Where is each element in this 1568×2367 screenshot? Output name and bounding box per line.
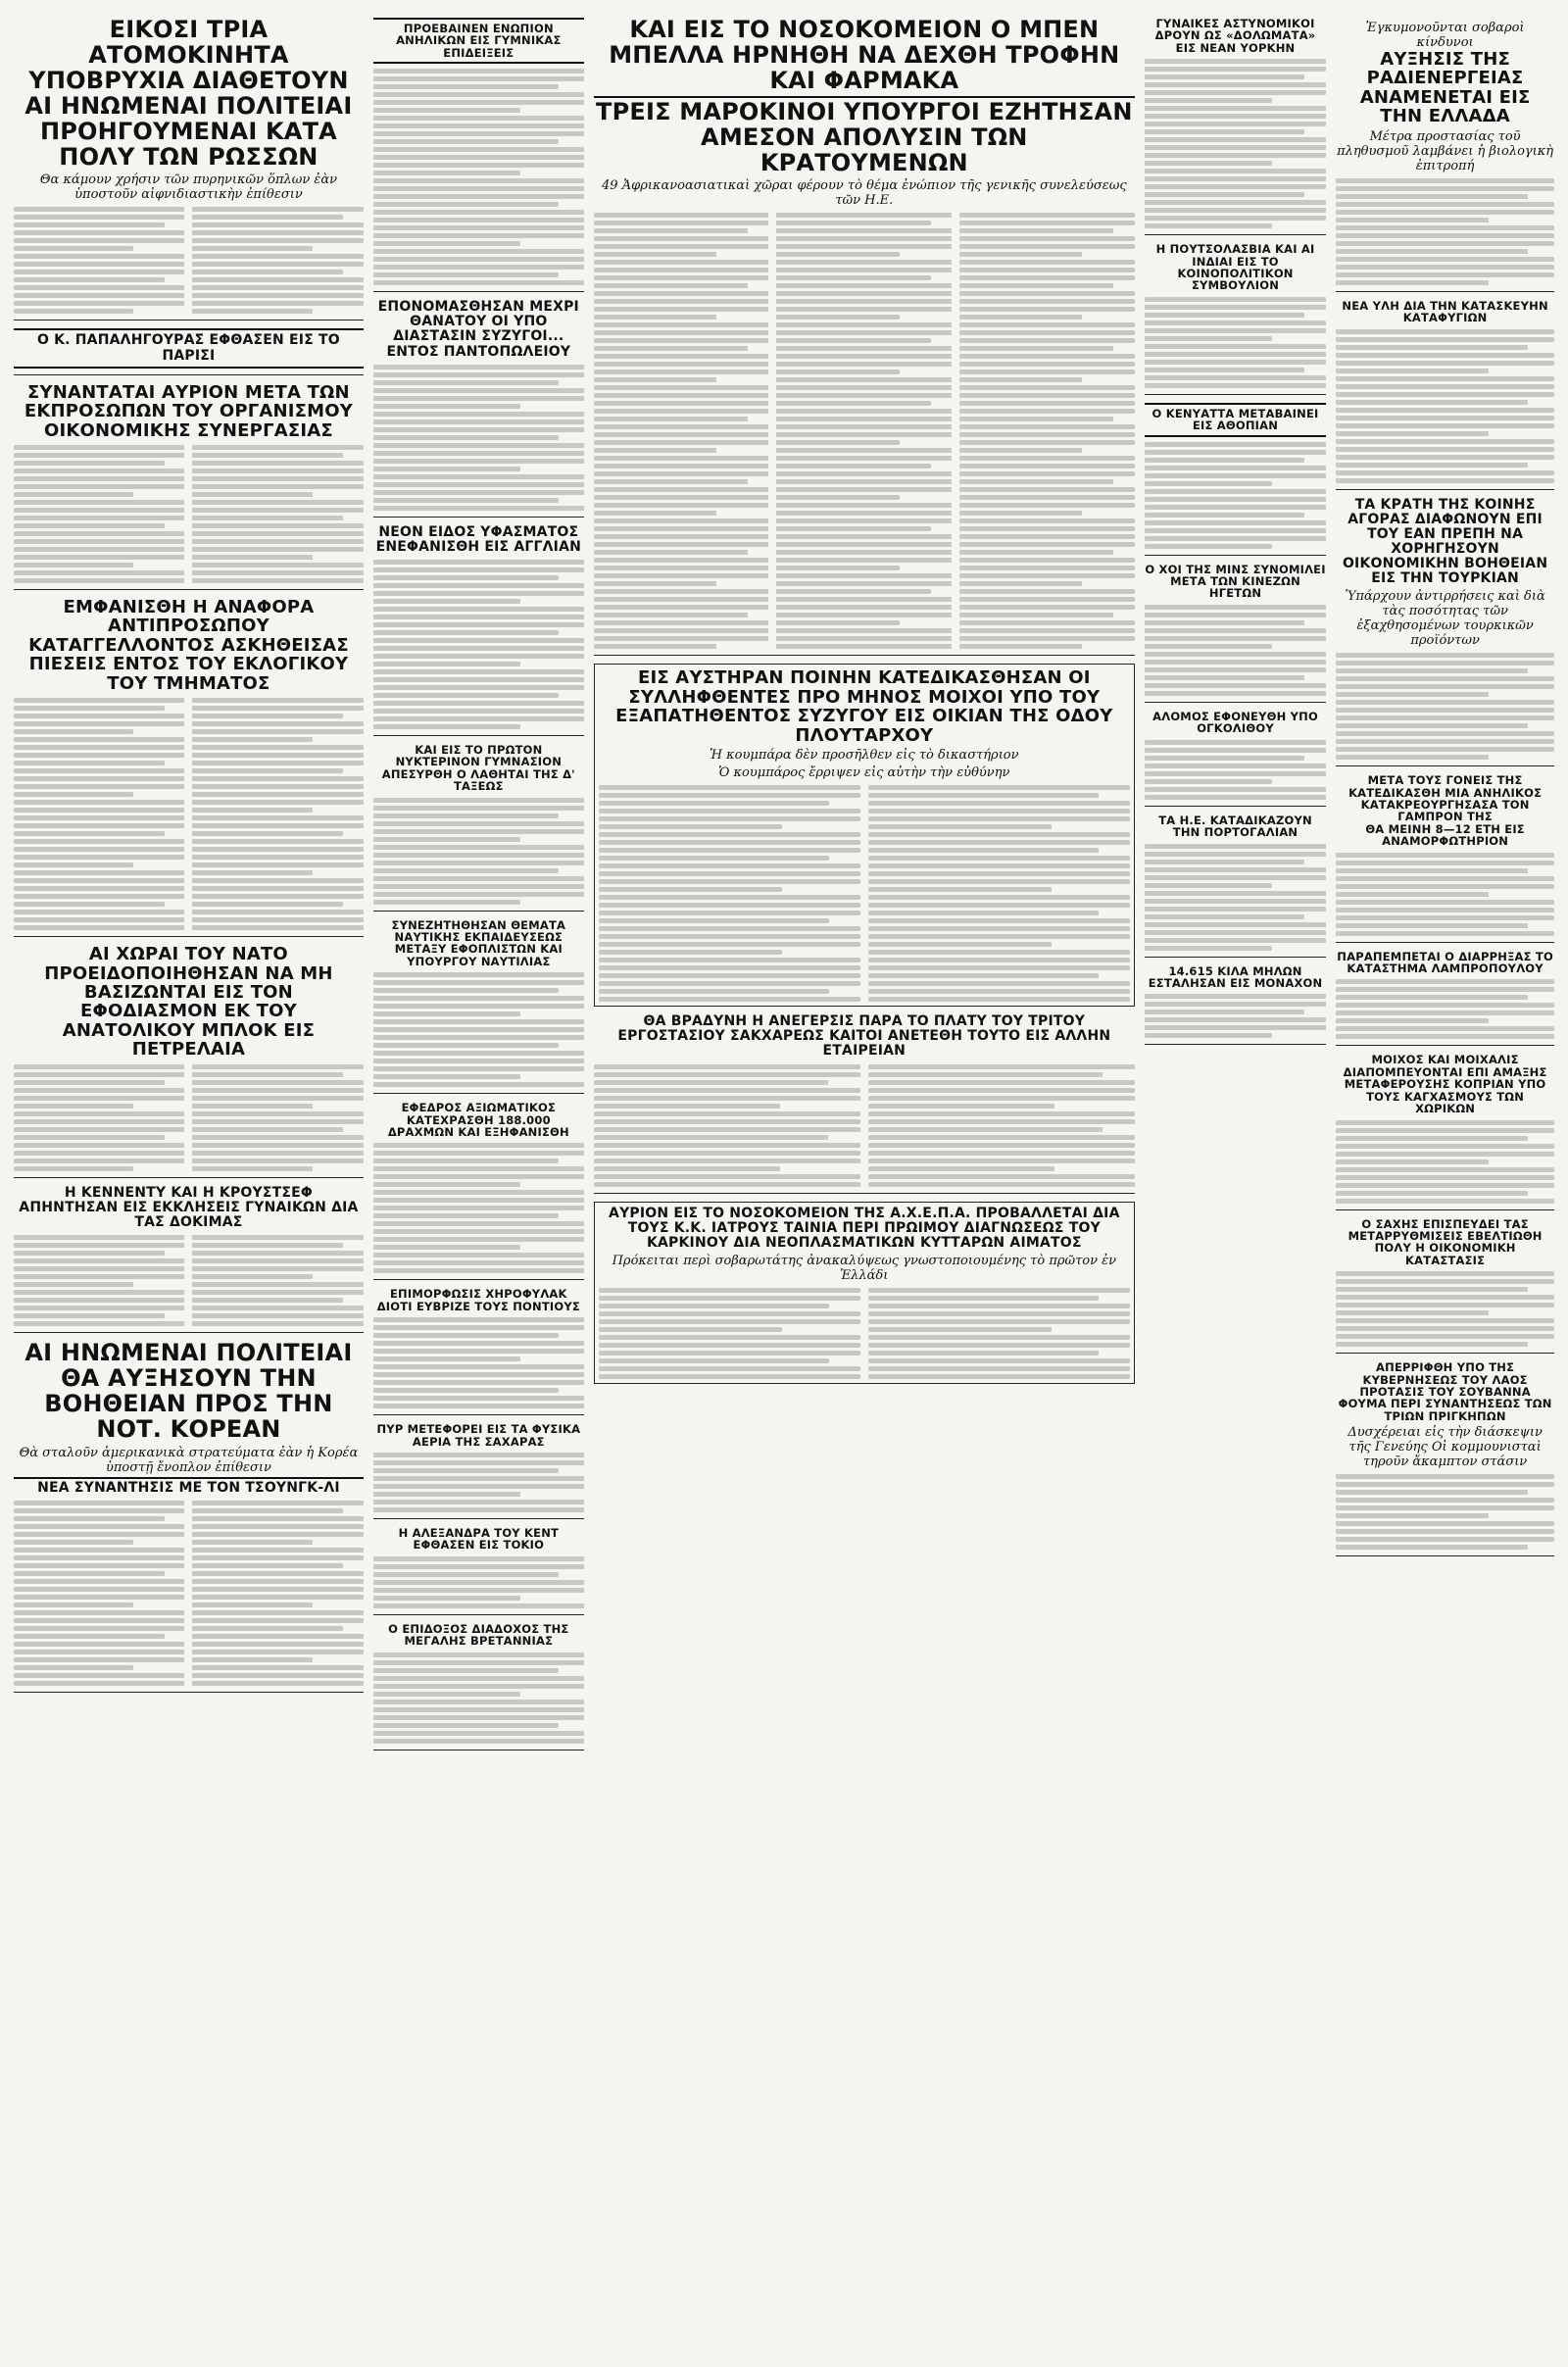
subheadline: Θὰ σταλοῦν ἀμερικανικὰ στρατεύματα ἐὰν ἡ Κορέα ὑποστῇ ἔνοπλον ἐπίθεσιν: [19, 1445, 359, 1475]
headline: ΤΡΕΙΣ ΜΑΡΟΚΙΝΟΙ ΥΠΟΥΡΓΟΙ ΕΖΗΤΗΣΑΝ ΑΜΕΣΟΝ ΑΠΟΛΥΣΙΝ ΤΩΝ ΚΡΑΤΟΥΜΕΝΩΝ: [596, 97, 1133, 176]
article-un-portugal: [1145, 814, 1326, 958]
headline: ΕΠΙΜΟΡΦΩΣΙΣ ΧΗΡΟΦΥΛΑΚ ΔΙΟΤΙ ΕΥΒΡΙΖΕ ΤΟΥΣ ΠΟΝΤΙΟΥΣ: [376, 1287, 580, 1313]
headline: ΠΑΡΑΠΕΜΠΕΤΑΙ Ο ΔΙΑΡΡΗΞΑΣ ΤΟ ΚΑΤΑΣΤΗΜΑ ΛΑΜΠΡΟΠΟΥΛΟΥ: [1337, 949, 1553, 976]
headline: Ο ΣΑΧΗΣ ΕΠΙΣΠΕΥΔΕΙ ΤΑΣ ΜΕΤΑΡΡΥΘΜΙΣΕΙΣ ΕΒΕΛΤΙΩΘΗ ΠΟΛΥ Η ΟΙΚΟΝΟΜΙΚΗ ΚΑΤΑΣΤΑΣΙΣ: [1348, 1216, 1543, 1267]
headline: ΚΑΙ ΕΙΣ ΤΟ ΝΟΣΟΚΟΜΕΙΟΝ Ο ΜΠΕΝ ΜΠΕΛΛΑ ΗΡΝΗΘΗ ΝΑ ΔΕΧΘΗ ΤΡΟΦΗΝ ΚΑΙ ΦΑΡΜΑΚΑ: [609, 18, 1120, 94]
column-4: [1145, 18, 1326, 2349]
article-new-fabric: [373, 525, 584, 736]
article-adultery-trial: [594, 664, 1135, 1007]
article-indecent-exposure: [373, 18, 584, 292]
column-2: [373, 18, 584, 2349]
article-radiation: [1336, 18, 1554, 292]
article-apples: [1145, 965, 1326, 1046]
article-sahara-gas: [373, 1423, 584, 1519]
article-kennedy-khrushchev: [14, 1186, 364, 1333]
article-lambropoulos: [1336, 951, 1554, 1047]
article-submarines: [14, 18, 364, 321]
kicker: Ἐγκυμονοῦνται σοβαροὶ κίνδυνοι: [1365, 21, 1525, 50]
headline: ΕΙΣ ΑΥΣΤΗΡΑΝ ΠΟΙΝΗΝ ΚΑΤΕΔΙΚΑΣΘΗΣΑΝ ΟΙ ΣΥΛΛΗΦΘΕΝΤΕΣ ΠΡΟ ΜΗΝΟΣ ΜΟΙΧΟΙ ΥΠΟ ΤΟΥ ΕΞΑΠΑΤΗΘΕΝΤΟΣ ΣΥΖΥΓΟΥ ΕΙΣ ΟΙΚΙΑΝ ΤΗΣ ΟΔΟΥ ΠΛΟΥΤΑΡΧΟΥ: [615, 667, 1113, 746]
headline: Ο ΕΠΙΔΟΞΟΣ ΔΙΑΔΟΧΟΣ ΤΗΣ ΜΕΓΑΛΗΣ ΒΡΕΤΑΝΝΙΑΣ: [388, 1621, 569, 1649]
headline: ΠΡΟΕΒΑΙΝΕΝ ΕΝΩΠΙΟΝ ΑΝΗΛΙΚΩΝ ΕΙΣ ΓΥΜΝΙΚΑΣ ΕΠΙΔΕΙΞΕΙΣ: [373, 18, 584, 64]
article-ben-bella: [594, 18, 1135, 656]
headline: ΕΜΦΑΝΙΣΘΗ Η ΑΝΑΦΟΡΑ ΑΝΤΙΠΡΟΣΩΠΟΥ ΚΑΤΑΓΓΕΛΛΟΝΤΟΣ ΑΣΚΗΘΕΙΣΑΣ ΠΙΕΣΕΙΣ ΕΝΤΟΣ ΤΟΥ ΕΚΛΟΓΙΚΟΥ ΤΟΥ ΤΜΗΜΑΤΟΣ: [28, 596, 349, 694]
headline: Η ΠΟΥΤΣΟΛΑΣΒΙΑ ΚΑΙ ΑΙ ΙΝΔΙΑΙ ΕΙΣ ΤΟ ΚΟΙΝΟΠΟΛΙΤΙΚΟΝ ΣΥΜΒΟΥΛΙΟΝ: [1155, 242, 1315, 293]
headline: ΑΠΕΡΡΙΦΘΗ ΥΠΟ ΤΗΣ ΚΥΒΕΡΝΗΣΕΩΣ ΤΟΥ ΛΑΟΣ ΠΡΟΤΑΣΙΣ ΤΟΥ ΣΟΥΒΑΝΝΑ ΦΟΥΜΑ ΠΕΡΙ ΣΥΝΑΝΤΗΣΕΩΣ ΤΩΝ ΤΡΙΩΝ ΠΡΙΓΚΗΠΩΝ: [1338, 1360, 1552, 1423]
article-papaligouras: [14, 328, 364, 374]
headline: ΝΕΟΝ ΕΙΔΟΣ ΥΦΑΣΜΑΤΟΣ ΕΝΕΦΑΝΙΣΘΗ ΕΙΣ ΑΓΓΛΙΑΝ: [375, 523, 582, 555]
article-electoral-complaint: [14, 598, 364, 937]
article-naval-education: [373, 919, 584, 1095]
headline: ΕΦΕΔΡΟΣ ΑΞΙΩΜΑΤΙΚΟΣ ΚΑΤΕΧΡΑΣΘΗ 188.000 ΔΡΑΧΜΩΝ ΚΑΙ ΕΞΗΦΑΝΙΣΘΗ: [387, 1101, 569, 1139]
subheadline: Μέτρα προστασίας τοῦ πληθυσμοῦ λαμβάνει ἡ βιολογικὴ ἐπιτροπή: [1337, 128, 1554, 173]
article-commonwealth: [1145, 243, 1326, 395]
subheadline: Δυσχέρειαι εἰς τὴν διάσκεψιν τῆς Γενεύης Οἱ κομμουνισταὶ τηροῦν ἄκαμπτον στάσιν: [1348, 1425, 1543, 1470]
article-spouses-stabbing: [373, 300, 584, 517]
headline: ΑΙ ΧΩΡΑΙ ΤΟΥ ΝΑΤΟ ΠΡΟΕΙΔΟΠΟΙΗΘΗΣΑΝ ΝΑ ΜΗ ΒΑΣΙΖΩΝΤΑΙ ΕΙΣ ΤΟΝ ΕΦΟΔΙΑΣΜΟΝ ΕΚ ΤΟΥ ΑΝΑΤΟΛΙΚΟΥ ΜΠΛΟΚ ΕΙΣ ΠΕΤΡΕΛΑΙΑ: [44, 944, 333, 1060]
headline: ΝΕΑ ΣΥΝΑΝΤΗΣΙΣ ΜΕ ΤΟΝ ΤΣΟΥΝΓΚ-ΛΙ: [37, 1479, 340, 1496]
headline: ΣΥΝΕΖΗΤΗΘΗΣΑΝ ΘΕΜΑΤΑ ΝΑΥΤΙΚΗΣ ΕΚΠΑΙΔΕΥΣΕΩΣ ΜΕΤΑΞΥ ΕΦΟΠΛΙΣΤΩΝ ΚΑΙ ΥΠΟΥΡΓΟΥ ΝΑΥΤΙΛΙΑΣ: [391, 917, 566, 968]
article-boulder: [1145, 711, 1326, 807]
article-common-market-turkey: [1336, 498, 1554, 767]
article-oecd-meeting: [14, 383, 364, 590]
headline: ΑΥΡΙΟΝ ΕΙΣ ΤΟ ΝΟΣΟΚΟΜΕΙΟΝ ΤΗΣ Α.Χ.Ε.Π.Α. ΠΡΟΒΑΛΛΕΤΑΙ ΔΙΑ ΤΟΥΣ Κ.Κ. ΙΑΤΡΟΥΣ ΤΑΙΝΙΑ ΠΕΡΙ ΠΡΩΙΜΟΥ ΔΙΑΓΝΩΣΕΩΣ ΤΟΥ ΚΑΡΚΙΝΟΥ ΔΙΑ ΝΕΟΠΛΑΣΜΑΤΙΚΩΝ ΚΥΤΤΑΡΩΝ ΑΙΜΑΤΟΣ: [609, 1205, 1120, 1251]
article-kenyatta: [1145, 403, 1326, 556]
article-adulterers-paraded: [1336, 1054, 1554, 1209]
article-juvenile-conviction: [1336, 774, 1554, 942]
article-shah-reforms: [1336, 1218, 1554, 1355]
subheadline: Πρόκειται περὶ σοβαρωτάτης ἀνακαλύψεως γνωστοποιουμένης τὸ πρῶτον ἐν Ἑλλάδι: [612, 1253, 1117, 1283]
headline: ΜΕΤΑ ΤΟΥΣ ΓΟΝΕΙΣ ΤΗΣ ΚΑΤΕΔΙΚΑΣΘΗ ΜΙΑ ΑΝΗΛΙΚΟΣ ΚΑΤΑΚΡΕΟΥΡΓΗΣΑΣΑ ΤΟΝ ΓΑΜΠΡΟΝ ΤΗΣ: [1348, 773, 1543, 824]
column-3: [594, 18, 1135, 2349]
headline: Ο Κ. ΠΑΠΑΛΗΓΟΥΡΑΣ ΕΦΘΑΣΕΝ ΕΙΣ ΤΟ ΠΑΡΙΣΙ: [14, 328, 364, 368]
column-5: [1336, 18, 1554, 2349]
headline: ΓΥΝΑΙΚΕΣ ΑΣΤΥΝΟΜΙΚΟΙ ΔΡΟΥΝ ΩΣ «ΔΟΛΩΜΑΤΑ» ΕΙΣ ΝΕΑΝ ΥΟΡΚΗΝ: [1154, 18, 1316, 55]
column-1: [14, 18, 364, 2349]
subheadline: 49 Ἀφρικανοασιατικαὶ χῶραι φέρουν τὸ θέμα ἐνώπιον τῆς γενικῆς συνελεύσεως τῶν Η.Ε.: [602, 178, 1127, 209]
headline: ΘΑ ΒΡΑΔΥΝΗ Η ΑΝΕΓΕΡΣΙΣ ΠΑΡΑ ΤΟ ΠΛΑΤΥ ΤΟΥ ΤΡΙΤΟΥ ΕΡΓΟΣΤΑΣΙΟΥ ΣΑΚΧΑΡΕΩΣ ΚΑΙΤΟΙ ΑΝΕΤΕΘΗ ΤΟΥΤΟ ΕΙΣ ΑΛΛΗΝ ΕΤΑΙΡΕΙΑΝ: [617, 1013, 1111, 1060]
article-women-police: [1145, 18, 1326, 235]
article-night-school: [373, 744, 584, 912]
headline: ΕΙΚΟΣΙ ΤΡΙΑ ΑΤΟΜΟΚΙΝΗΤΑ ΥΠΟΒΡΥΧΙΑ ΔΙΑΘΕΤΟΥΝ ΑΙ ΗΝΩΜΕΝΑΙ ΠΟΛΙΤΕΙΑΙ ΠΡΟΗΓΟΥΜΕΝΑΙ ΚΑΤΑ ΠΟΛΥ ΤΩΝ ΡΩΣΣΩΝ: [24, 18, 353, 171]
headline: ΘΑ ΜΕΙΝΗ 8—12 ΕΤΗ ΕΙΣ ΑΝΑΜΟΡΦΩΤΗΡΙΟΝ: [1365, 821, 1525, 849]
article-laos-princes: [1336, 1361, 1554, 1556]
headline: Η ΚΕΝΝΕΝΤΥ ΚΑΙ Η ΚΡΟΥΣΤΣΕΦ ΑΠΗΝΤΗΣΑΝ ΕΙΣ ΕΚΚΛΗΣΕΙΣ ΓΥΝΑΙΚΩΝ ΔΙΑ ΤΑΣ ΔΟΚΙΜΑΣ: [19, 1184, 359, 1230]
article-nato-oil: [14, 945, 364, 1178]
headline: Η ΑΛΕΞΑΝΔΡΑ ΤΟΥ ΚΕΝΤ ΕΦΘΑΣΕΝ ΕΙΣ ΤΟΚΙΟ: [398, 1525, 560, 1553]
subheadline: Ἡ κουμπάρα δὲν προσῆλθεν εἰς τὸ δικαστήριον: [710, 748, 1019, 764]
headline: Ο ΚΕΝΥΑΤΤΑ ΜΕΤΑΒΑΙΝΕΙ ΕΙΣ ΑΘΟΠΙΑΝ: [1145, 403, 1326, 437]
headline: ΤΑ ΚΡΑΤΗ ΤΗΣ ΚΟΙΝΗΣ ΑΓΟΡΑΣ ΔΙΑΦΩΝΟΥΝ ΕΠΙ ΤΟΥ ΕΑΝ ΠΡΕΠΗ ΝΑ ΧΟΡΗΓΗΣΟΥΝ ΟΙΚΟΝΟΜΙΚΗΝ ΒΟΗΘΕΙΑΝ ΕΙΣ ΤΗΝ ΤΟΥΡΚΙΑΝ: [1342, 496, 1548, 587]
subheadline: Ὑπάρχουν ἀντιρρήσεις καὶ διὰ τὰς ποσότητας τῶν ἐξαχθησομένων τουρκικῶν προϊόντων: [1345, 589, 1545, 649]
headline: Ο ΧΟΙ ΤΗΣ ΜΙΝΣ ΣΥΝΟΜΙΛΕΙ ΜΕΤΑ ΤΩΝ ΚΙΝΕΖΩΝ ΗΓΕΤΩΝ: [1145, 562, 1326, 601]
article-shelters: [1336, 300, 1554, 490]
article-reserve-officer: [373, 1102, 584, 1280]
headline: ΝΕΑ ΥΛΗ ΔΙΑ ΤΗΝ ΚΑΤΑΣΚΕΥΗΝ ΚΑΤΑΦΥΓΙΩΝ: [1342, 298, 1548, 325]
article-alexandra: [373, 1527, 584, 1615]
headline: ΣΥΝΑΝΤΑΤΑΙ ΑΥΡΙΟΝ ΜΕΤΑ ΤΩΝ ΕΚΠΡΟΣΩΠΩΝ ΤΟΥ ΟΡΓΑΝΙΣΜΟΥ ΟΙΚΟΝΟΜΙΚΗΣ ΣΥΝΕΡΓΑΣΙΑΣ: [24, 381, 354, 441]
article-cancer-film: [594, 1202, 1135, 1384]
headline: ΑΛΟΜΟΣ ΕΦΟΝΕΥΘΗ ΥΠΟ ΟΓΚΟΛΙΘΟΥ: [1152, 709, 1318, 736]
article-pontians: [373, 1288, 584, 1415]
headline: ΑΙ ΗΝΩΜΕΝΑΙ ΠΟΛΙΤΕΙΑΙ ΘΑ ΑΥΞΗΣΟΥΝ ΤΗΝ ΒΟΗΘΕΙΑΝ ΠΡΟΣ ΤΗΝ ΝΟΤ. ΚΟΡΕΑΝ: [24, 1339, 353, 1443]
article-korea-aid: [14, 1341, 364, 1693]
headline: 14.615 ΚΙΛΑ ΜΗΛΩΝ ΕΣΤΑΛΗΣΑΝ ΕΙΣ ΜΟΝΑΧΟΝ: [1148, 963, 1323, 990]
subheadline: Θα κάμουν χρήσιν τῶν πυρηνικῶν ὅπλων ἐὰν ὑποστοῦν αἰφνιδιαστικὴν ἐπίθεσιν: [39, 173, 338, 203]
article-heir: [373, 1623, 584, 1751]
article-sugar-factory: [594, 1014, 1135, 1193]
headline: ΑΥΞΗΣΙΣ ΤΗΣ ΡΑΔΙΕΝΕΡΓΕΙΑΣ ΑΝΑΜΕΝΕΤΑΙ ΕΙΣ ΤΗΝ ΕΛΛΑΔΑ: [1359, 49, 1531, 127]
headline: ΜΟΙΧΟΣ ΚΑΙ ΜΟΙΧΑΛΙΣ ΔΙΑΠΟΜΠΕΥΟΝΤΑΙ ΕΠΙ ΑΜΑΞΗΣ ΜΕΤΑΦΕΡΟΥΣΗΣ ΚΟΠΡΙΑΝ ΥΠΟ ΤΟΥΣ ΚΑΓΧΑΣΜΟΥΣ ΤΩΝ ΧΩΡΙΚΩΝ: [1343, 1053, 1547, 1116]
subheadline: Ὁ κουμπάρος ἔρριψεν εἰς αὐτὴν τὴν εὐθύνην: [718, 765, 1010, 781]
headline: ΚΑΙ ΕΙΣ ΤΟ ΠΡΩΤΟΝ ΝΥΚΤΕΡΙΝΟΝ ΓΥΜΝΑΣΙΟΝ ΑΠΕΣΥΡΘΗ Ο ΛΑΘΗΤΑΙ ΤΗΣ Δ' ΤΑΞΕΩΣ: [381, 742, 575, 794]
article-ho-chi-minh: [1145, 564, 1326, 703]
headline: ΠΥΡ ΜΕΤΕΦΟΡΕΙ ΕΙΣ ΤΑ ΦΥΣΙΚΑ ΑΕΡΙΑ ΤΗΣ ΣΑΧΑΡΑΣ: [376, 1422, 581, 1449]
headline: ΤΑ Η.Ε. ΚΑΤΑΔΙΚΑΖΟΥΝ ΤΗΝ ΠΟΡΤΟΓΑΛΙΑΝ: [1158, 813, 1312, 840]
headline: ΕΠΟΝΟΜΑΣΘΗΣΑΝ ΜΕΧΡΙ ΘΑΝΑΤΟΥ ΟΙ ΥΠΟ ΔΙΑΣΤΑΣΙΝ ΣΥΖΥΓΟΙ... ΕΝΤΟΣ ΠΑΝΤΟΠΩΛΕΙΟΥ: [377, 299, 579, 360]
